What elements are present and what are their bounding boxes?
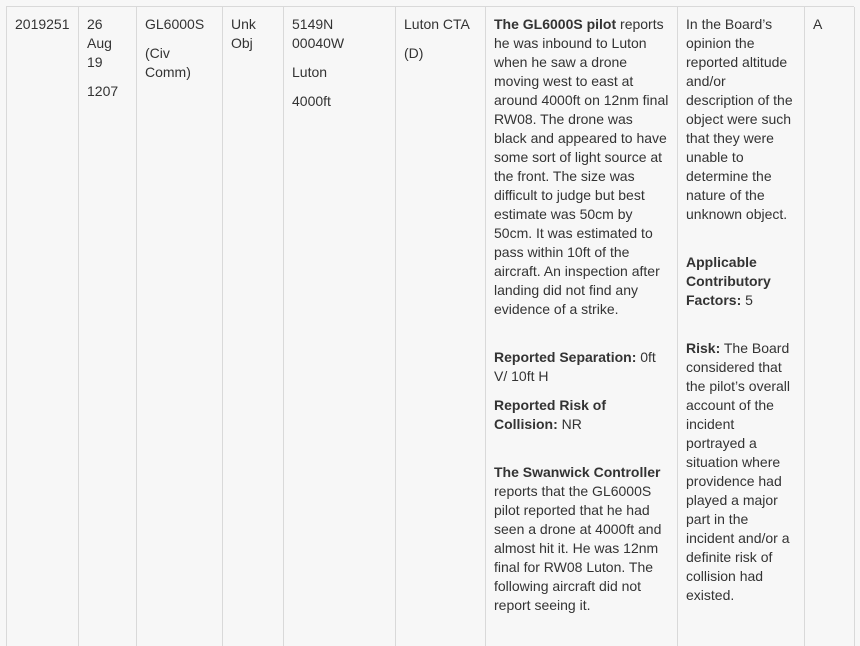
date-day: 26: [87, 16, 103, 32]
board-opinion: In the Board’s opinion the reported altitude and/or description of the object were such that they were unable to determine the nature of the unknown object.: [686, 16, 793, 222]
reported-risk: [494, 396, 669, 434]
pilot-text: reports he was inbound to Luton when he saw a drone moving west to east at around 4000ft on 12nm final RW08. The drone was black and appeared to have some sort of light source at the front. The size was difficult to judge but best estimate was 50cm by 50cm. It was estimated to pass within 10ft of the aircraft. An inspection after landing did not find any evidence of a strike.: [494, 16, 669, 317]
board-risk-text: The Board considered that the pilot’s overall account of the incident portrayed a situation where providence had played a major part in the incident and/or a definite risk of collision had existed.: [686, 340, 791, 603]
board-risk-label: Risk:: [686, 340, 721, 356]
altitude: 4000ft: [292, 93, 331, 109]
reported-separation: [494, 348, 669, 386]
risk-category: A: [813, 16, 823, 32]
board-cell: [678, 7, 805, 646]
incident-table: [6, 6, 854, 646]
factors-value: 5: [741, 292, 753, 308]
separation-value: 0ft V/ 10ft H: [494, 349, 656, 384]
position-coordinates: 5149N 00040W: [292, 16, 345, 51]
ref-cell: [7, 7, 79, 646]
description-cell: [486, 7, 678, 646]
contributory-factors: [686, 253, 796, 310]
controller-heading: The Swanwick Controller: [494, 464, 661, 480]
time: 1207: [87, 83, 119, 99]
separation-label: Reported Separation:: [494, 349, 637, 365]
position-place: Luton: [292, 64, 328, 80]
risk-category-cell: [805, 7, 855, 646]
airspace-cell: [396, 7, 486, 646]
controller-text: reports that the GL6000S pilot reported that he had seen a drone at 4000ft and almost hit it. He was 12nm final for RW08 Luton. The following aircraft did not report seeing it.: [494, 483, 662, 613]
aircraft-type: GL6000S: [145, 16, 205, 32]
aircraft-operator: (Civ Comm): [145, 45, 191, 80]
date-month: Aug: [87, 35, 112, 51]
board-risk: [686, 339, 796, 605]
risk-value: NR: [557, 416, 582, 432]
incident-ref: 2019251: [15, 16, 70, 32]
date-year: 19: [87, 54, 103, 70]
controller-report: [494, 463, 669, 615]
pilot-report: [494, 15, 669, 319]
object-cell: [223, 7, 284, 646]
date-cell: [79, 7, 137, 646]
object-type: Unk Obj: [231, 16, 256, 51]
airspace-name: Luton CTA: [404, 16, 470, 32]
risk-label: Reported Risk of Collision:: [494, 397, 607, 432]
factors-label: Applicable Contributory Factors:: [686, 254, 771, 308]
pilot-heading: The GL6000S pilot: [494, 16, 617, 32]
aircraft-cell: [137, 7, 223, 646]
position-cell: [284, 7, 396, 646]
airspace-class: (D): [404, 45, 424, 61]
